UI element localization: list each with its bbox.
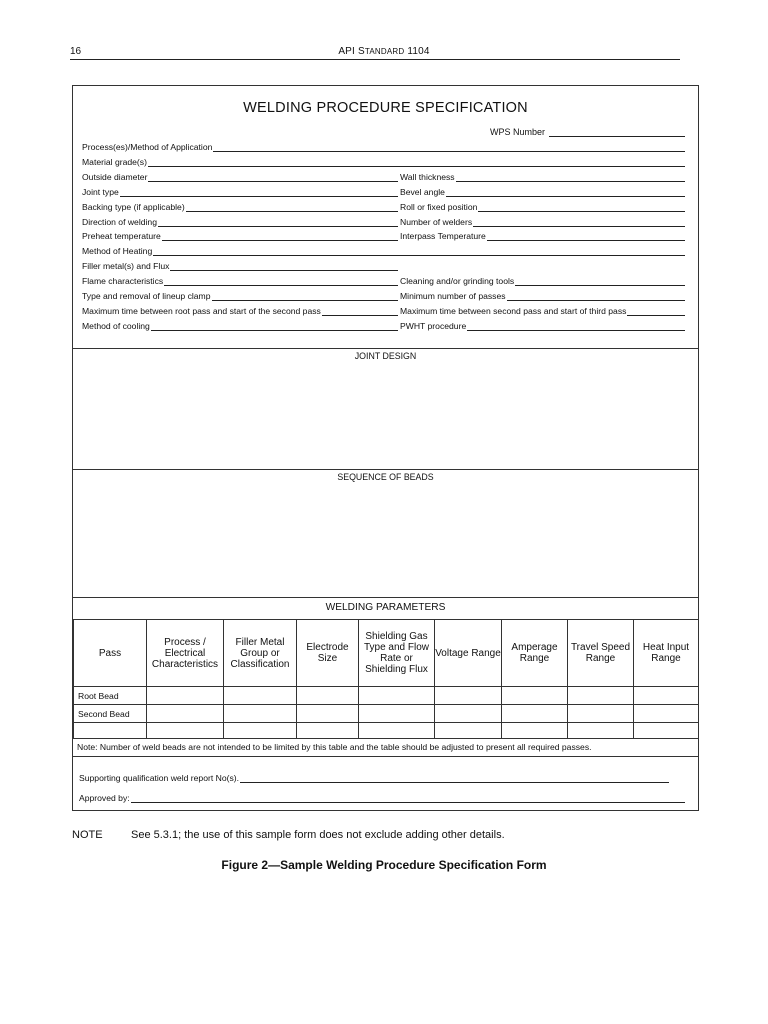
table-note: Note: Number of weld beads are not intended to be limited by this table and the table should be adjusted to present all required passes.	[77, 742, 592, 752]
header-title-prefix: API S	[338, 46, 365, 57]
field-wall-thickness: Wall thickness	[400, 171, 685, 182]
table-cell[interactable]	[224, 705, 297, 723]
table-cell[interactable]	[147, 705, 224, 723]
table-cell[interactable]	[435, 723, 502, 739]
field-time-second-to-third: Maximum time between second pass and start of third pass	[400, 305, 685, 316]
field-joint-type: Joint type	[82, 186, 398, 197]
field-line[interactable]	[151, 320, 398, 331]
pass-cell: Root Bead	[74, 687, 147, 705]
table-cell[interactable]	[502, 723, 568, 739]
running-header	[0, 46, 768, 57]
field-supporting-report: Supporting qualification weld report No(s).	[79, 772, 669, 783]
table-cell[interactable]	[502, 687, 568, 705]
field-line[interactable]	[322, 305, 398, 316]
field-line[interactable]	[186, 201, 398, 212]
field-line[interactable]	[212, 290, 399, 301]
table-cell[interactable]	[147, 687, 224, 705]
page-number: 16	[70, 46, 82, 57]
field-line[interactable]	[446, 186, 685, 197]
wps-number-field	[490, 126, 685, 137]
welding-parameters-table	[73, 619, 699, 739]
form-title: WELDING PROCEDURE SPECIFICATION	[243, 100, 528, 116]
field-bevel-angle: Bevel angle	[400, 186, 685, 197]
table-cell[interactable]	[634, 705, 699, 723]
field-process-method: Process(es)/Method of Application	[82, 141, 685, 152]
column-header: Process / Electrical Characteristics	[147, 620, 224, 687]
wps-form	[72, 85, 699, 811]
field-method-of-heating: Method of Heating	[82, 245, 685, 256]
table-cell[interactable]	[147, 723, 224, 739]
field-direction-of-welding: Direction of welding	[82, 216, 398, 227]
field-time-root-to-second: Maximum time between root pass and start of the second pass	[82, 305, 398, 316]
field-number-of-welders: Number of welders	[400, 216, 685, 227]
table-cell[interactable]	[224, 687, 297, 705]
field-material-grade: Material grade(s)	[82, 156, 685, 167]
header-title-suffix: 1104	[404, 46, 430, 57]
table-cell[interactable]	[568, 723, 634, 739]
field-line[interactable]	[515, 275, 685, 286]
column-header: Amperage Range	[502, 620, 568, 687]
field-filler-metal-flux: Filler metal(s) and Flux	[82, 260, 398, 271]
field-line[interactable]	[507, 290, 685, 301]
field-outside-diameter: Outside diameter	[82, 171, 398, 182]
column-header: Filler Metal Group or Classification	[224, 620, 297, 687]
wps-number-label: WPS Number	[489, 127, 545, 137]
column-header: Voltage Range	[435, 620, 502, 687]
field-flame-characteristics: Flame characteristics	[82, 275, 398, 286]
field-line[interactable]	[162, 230, 398, 241]
column-header: Pass	[74, 620, 147, 687]
field-line[interactable]	[153, 245, 685, 256]
table-row	[74, 687, 699, 705]
field-line[interactable]	[131, 792, 685, 803]
wps-number-line[interactable]	[549, 126, 685, 137]
column-header: Travel Speed Range	[568, 620, 634, 687]
field-line[interactable]	[240, 772, 669, 783]
table-cell[interactable]	[502, 705, 568, 723]
table-cell[interactable]	[297, 687, 359, 705]
field-line[interactable]	[148, 171, 398, 182]
table-cell[interactable]	[224, 723, 297, 739]
joint-design-label: JOINT DESIGN	[354, 351, 417, 361]
column-header: Heat Input Range	[634, 620, 699, 687]
field-line[interactable]	[473, 216, 685, 227]
column-header: Electrode Size	[297, 620, 359, 687]
field-approved-by: Approved by:	[79, 792, 685, 803]
table-row	[74, 723, 699, 739]
field-minimum-passes: Minimum number of passes	[400, 290, 685, 301]
field-pwht-procedure: PWHT procedure	[400, 320, 685, 331]
table-cell[interactable]	[435, 687, 502, 705]
field-line[interactable]	[170, 260, 398, 271]
field-lineup-clamp: Type and removal of lineup clamp	[82, 290, 398, 301]
table-cell[interactable]	[634, 723, 699, 739]
field-interpass-temperature: Interpass Temperature	[400, 230, 685, 241]
table-cell[interactable]	[568, 705, 634, 723]
table-cell[interactable]	[359, 705, 435, 723]
field-line[interactable]	[456, 171, 685, 182]
table-cell[interactable]	[435, 705, 502, 723]
field-line[interactable]	[467, 320, 685, 331]
field-line[interactable]	[148, 156, 685, 167]
divider	[73, 597, 698, 598]
pass-cell: Second Bead	[74, 705, 147, 723]
field-line[interactable]	[478, 201, 685, 212]
footnote-text: See 5.3.1; the use of this sample form does not exclude adding other details.	[131, 829, 505, 841]
figure-caption: Figure 2—Sample Welding Procedure Specification Form	[221, 858, 547, 872]
field-line[interactable]	[487, 230, 685, 241]
column-header: Shielding Gas Type and Flow Rate or Shielding Flux	[359, 620, 435, 687]
table-row	[74, 705, 699, 723]
field-line[interactable]	[120, 186, 398, 197]
footnote-label: NOTE	[72, 829, 103, 841]
table-cell[interactable]	[297, 705, 359, 723]
field-preheat-temperature: Preheat temperature	[82, 230, 398, 241]
header-rule	[70, 59, 680, 60]
table-cell[interactable]	[634, 687, 699, 705]
table-cell[interactable]	[359, 723, 435, 739]
field-cleaning-tools: Cleaning and/or grinding tools	[400, 275, 685, 286]
field-backing-type: Backing type (if applicable)	[82, 201, 398, 212]
table-cell[interactable]	[297, 723, 359, 739]
field-line[interactable]	[164, 275, 398, 286]
table-header-row	[74, 620, 699, 687]
field-line[interactable]	[158, 216, 398, 227]
field-line[interactable]	[213, 141, 685, 152]
field-roll-or-fixed: Roll or fixed position	[400, 201, 685, 212]
divider	[73, 756, 698, 757]
header-title-smallcaps: TANDARD	[364, 47, 405, 56]
table-cell[interactable]	[568, 687, 634, 705]
field-method-of-cooling: Method of cooling	[82, 320, 398, 331]
table-cell[interactable]	[359, 687, 435, 705]
field-line[interactable]	[627, 305, 685, 316]
welding-parameters-label: WELDING PARAMETERS	[325, 602, 446, 613]
pass-cell	[74, 723, 147, 739]
footnote	[72, 829, 505, 841]
divider	[73, 469, 698, 470]
sequence-of-beads-label: SEQUENCE OF BEADS	[337, 472, 434, 482]
divider	[73, 348, 698, 349]
